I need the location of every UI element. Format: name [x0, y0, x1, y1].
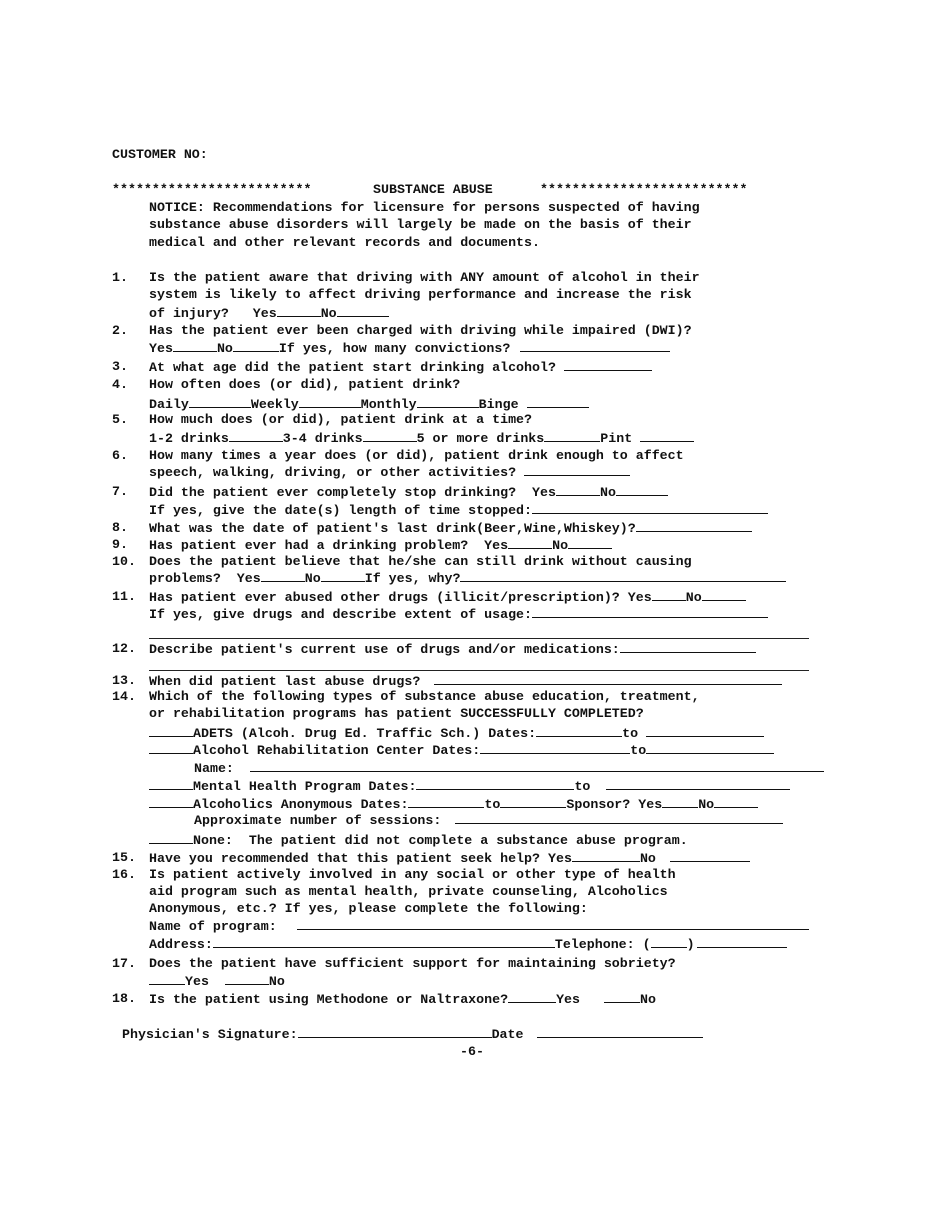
no-label: No — [685, 590, 702, 605]
q8-row — [149, 520, 752, 537]
to-label: to — [622, 726, 639, 741]
q15-no-blank[interactable] — [670, 850, 750, 862]
q1-answer-row — [149, 305, 389, 322]
q14-mhp-row — [149, 778, 790, 795]
adets-label: ADETS (Alcoh. Drug Ed. Traffic Sch.) Dates: — [193, 726, 537, 741]
q18-row — [149, 991, 656, 1008]
yes-label: Yes — [638, 797, 663, 812]
q14-sessions-row — [194, 812, 783, 829]
question-number: 18. — [112, 991, 136, 1006]
question-text: Is patient actively involved in any social or other type of health — [149, 867, 676, 882]
sessions-label: Approximate number of sessions: — [194, 813, 442, 828]
q11-row — [149, 589, 746, 606]
program-label: Name of program: — [149, 919, 277, 934]
paren-label: ) — [686, 937, 695, 952]
q5-opt3-blank[interactable] — [544, 430, 600, 442]
question-text: How many times a year does (or did), patient drink enough to affect — [149, 448, 684, 463]
q18-yes-blank[interactable] — [508, 991, 556, 1003]
question-number: 10. — [112, 554, 136, 569]
q7-dates-blank[interactable] — [532, 502, 768, 514]
q12-extra-line[interactable] — [149, 670, 809, 671]
q14-adets-check[interactable] — [149, 725, 193, 737]
q14-aa-to[interactable] — [500, 796, 566, 808]
question-text: Have you recommended that this patient seek help? — [149, 851, 540, 866]
address-label: Address: — [149, 937, 213, 952]
stars-right: ************************** — [540, 182, 748, 197]
notice-line: substance abuse disorders will largely be made on the basis of their — [149, 217, 692, 232]
q5-answer-row — [149, 430, 694, 447]
q7-row2 — [149, 502, 768, 519]
q14-sponsor-yes[interactable] — [662, 796, 698, 808]
binge-label: Binge — [478, 397, 519, 412]
question-text: If yes, give drugs and describe extent of usage: — [149, 607, 533, 622]
q7-no-blank[interactable] — [616, 484, 668, 496]
to-label: to — [630, 743, 647, 758]
q6-times-blank[interactable] — [524, 464, 630, 476]
question-text: problems? — [149, 571, 221, 586]
question-text: What was the date of patient's last drink(Beer,Wine,Whiskey)? — [149, 521, 636, 536]
question-number: 9. — [112, 537, 128, 552]
q17-no-blank[interactable] — [225, 973, 269, 985]
mhp-label: Mental Health Program Dates: — [193, 779, 417, 794]
to-label: to — [574, 779, 591, 794]
question-number: 12. — [112, 641, 136, 656]
q5-opt2-blank[interactable] — [363, 430, 417, 442]
q14-none-check[interactable] — [149, 832, 193, 844]
question-number: 7. — [112, 484, 128, 499]
no-label: No — [320, 306, 337, 321]
question-text: Anonymous, etc.? If yes, please complete the following: — [149, 901, 588, 916]
q2-ifyes-label: If yes, how many convictions? — [278, 341, 511, 356]
page-number: -6- — [460, 1044, 484, 1059]
question-text: Which of the following types of substance abuse education, treatment, — [149, 689, 700, 704]
q15-yes-blank[interactable] — [572, 850, 640, 862]
question-text: Describe patient's current use of drugs and/or medications: — [149, 642, 620, 657]
q6-row — [149, 464, 630, 481]
q11-usage-blank[interactable] — [532, 606, 768, 618]
q14-adets-row — [149, 725, 764, 742]
signature-row — [122, 1026, 703, 1043]
sponsor-label: Sponsor? — [566, 797, 631, 812]
yes-label: Yes — [547, 851, 572, 866]
date-label: Date — [491, 1027, 524, 1042]
q15-row — [149, 850, 750, 867]
question-text: Does the patient believe that he/she can still drink without causing — [149, 554, 692, 569]
q7-row — [149, 484, 668, 501]
q5-option-label: 1-2 drinks — [149, 431, 229, 446]
question-text: If yes, give the date(s) length of time stopped: — [149, 503, 533, 518]
q3-age-blank[interactable] — [564, 359, 652, 371]
daily-label: Daily — [149, 397, 189, 412]
yes-label: Yes — [556, 992, 581, 1007]
q9-no-blank[interactable] — [568, 537, 612, 549]
question-number: 2. — [112, 323, 128, 338]
question-number: 15. — [112, 850, 136, 865]
q18-no-blank[interactable] — [604, 991, 640, 1003]
no-label: No — [552, 538, 569, 553]
q12-use-blank[interactable] — [620, 641, 756, 653]
question-text: Does the patient have sufficient support for maintaining sobriety? — [149, 956, 676, 971]
q16-program-blank[interactable] — [297, 918, 809, 930]
no-label: No — [268, 974, 285, 989]
yes-label: Yes — [149, 341, 173, 356]
q14-arc-to[interactable] — [646, 742, 774, 754]
q4-binge-blank[interactable] — [527, 396, 589, 408]
question-text: When did patient last abuse drugs? — [149, 674, 421, 689]
q2-yes-blank[interactable] — [173, 340, 217, 352]
customer-no-label: CUSTOMER NO: — [112, 147, 208, 162]
question-number: 5. — [112, 412, 128, 427]
q14-aa-check[interactable] — [149, 796, 193, 808]
q9-row — [149, 537, 612, 554]
signature-label: Physician's Signature: — [122, 1027, 298, 1042]
q16-phone-blank[interactable] — [697, 936, 787, 948]
no-label: No — [599, 485, 616, 500]
q14-adets-to[interactable] — [646, 725, 764, 737]
telephone-label: Telephone: ( — [554, 937, 651, 952]
q5-opt4-blank[interactable] — [640, 430, 694, 442]
q5-opt1-blank[interactable] — [229, 430, 283, 442]
q14-arc-from[interactable] — [480, 742, 630, 754]
no-label: No — [304, 571, 321, 586]
q17-answer-row — [149, 973, 285, 990]
name-label: Name: — [194, 761, 234, 776]
question-text: system is likely to affect driving performance and increase the risk — [149, 287, 692, 302]
q10-yes-blank[interactable] — [261, 570, 305, 582]
q14-name-row — [194, 760, 824, 777]
q10-no-blank[interactable] — [321, 570, 365, 582]
q13-date-blank[interactable] — [434, 673, 782, 685]
question-number: 8. — [112, 520, 128, 535]
no-label: No — [639, 992, 656, 1007]
stars-left: ************************* — [112, 182, 312, 197]
yes-label: Yes — [627, 590, 652, 605]
yes-label: Yes — [236, 571, 261, 586]
signature-blank[interactable] — [298, 1026, 492, 1038]
q11-no-blank[interactable] — [702, 589, 746, 601]
question-number: 17. — [112, 956, 136, 971]
q14-arc-row — [149, 742, 774, 759]
yes-label: Yes — [532, 485, 556, 500]
question-text: At what age did the patient start drinking alcohol? — [149, 360, 556, 375]
q16-program-row — [149, 918, 809, 935]
q2-no-blank[interactable] — [233, 340, 279, 352]
q14-adets-from[interactable] — [536, 725, 622, 737]
q11-yes-blank[interactable] — [652, 589, 686, 601]
arc-label: Alcohol Rehabilitation Center Dates: — [193, 743, 481, 758]
question-text: Has patient ever abused other drugs (illicit/prescription)? — [149, 590, 620, 605]
question-number: 4. — [112, 377, 128, 392]
q11-extra-line[interactable] — [149, 638, 809, 639]
question-text: speech, walking, driving, or other activities? — [149, 465, 517, 480]
question-text: How often does (or did), patient drink? — [149, 377, 461, 392]
q9-yes-blank[interactable] — [508, 537, 552, 549]
q14-arc-check[interactable] — [149, 742, 193, 754]
question-text: or rehabilitation programs has patient SUCCESSFULLY COMPLETED? — [149, 706, 644, 721]
q12-row — [149, 641, 756, 658]
question-text: Is the patient using Methodone or Naltraxone? — [149, 992, 509, 1007]
question-text: Has patient ever had a drinking problem? — [149, 538, 469, 553]
yes-label: Yes — [252, 306, 277, 321]
q5-option-label: Pint — [600, 431, 633, 446]
notice-line: NOTICE: Recommendations for licensure for persons suspected of having — [149, 200, 700, 215]
none-label: None: The patient did not complete a substance abuse program. — [193, 833, 688, 848]
question-text: aid program such as mental health, private counseling, Alcoholics — [149, 884, 668, 899]
q16-area-code-blank[interactable] — [651, 936, 687, 948]
question-number: 13. — [112, 673, 136, 688]
question-text: How much does (or did), patient drink at a time? — [149, 412, 533, 427]
question-number: 14. — [112, 689, 136, 704]
question-text: Is the patient aware that driving with ANY amount of alcohol in their — [149, 270, 700, 285]
q13-row — [149, 673, 782, 690]
question-number: 1. — [112, 270, 128, 285]
q14-sessions-blank[interactable] — [455, 812, 783, 824]
q4-weekly-blank[interactable] — [299, 396, 361, 408]
q4-daily-blank[interactable] — [189, 396, 251, 408]
form-title: SUBSTANCE ABUSE — [373, 182, 493, 197]
question-number: 11. — [112, 589, 136, 604]
q14-mhp-check[interactable] — [149, 778, 193, 790]
no-label: No — [216, 341, 233, 356]
monthly-label: Monthly — [360, 397, 417, 412]
q14-name-blank[interactable] — [250, 760, 824, 772]
q10-ifyes-label: If yes, why? — [364, 571, 461, 586]
q16-address-row — [149, 936, 787, 953]
q16-address-blank[interactable] — [213, 936, 555, 948]
q14-aa-from[interactable] — [408, 796, 484, 808]
no-label: No — [698, 797, 715, 812]
to-label: to — [484, 797, 501, 812]
q14-mhp-from[interactable] — [416, 778, 574, 790]
no-label: No — [639, 851, 656, 866]
signature-date-blank[interactable] — [537, 1026, 703, 1038]
question-number: 3. — [112, 359, 128, 374]
question-number: 16. — [112, 867, 136, 882]
q11-row2 — [149, 606, 768, 623]
q3-row — [149, 359, 652, 376]
weekly-label: Weekly — [250, 397, 299, 412]
question-text: of injury? — [149, 306, 229, 321]
q2-convictions-blank[interactable] — [520, 340, 670, 352]
q2-answer-row — [149, 340, 670, 357]
yes-label: Yes — [185, 974, 209, 989]
q8-date-blank[interactable] — [636, 520, 752, 532]
question-number: 6. — [112, 448, 128, 463]
q1-yes-blank[interactable] — [277, 305, 321, 317]
q10-row — [149, 570, 786, 587]
q17-yes-blank[interactable] — [149, 973, 185, 985]
q14-aa-row — [149, 796, 758, 813]
notice-line: medical and other relevant records and documents. — [149, 235, 540, 250]
q14-sponsor-no[interactable] — [714, 796, 758, 808]
q4-answer-row — [149, 396, 589, 413]
q5-option-label: 5 or more drinks — [416, 431, 545, 446]
q5-option-label: 3-4 drinks — [282, 431, 363, 446]
q7-yes-blank[interactable] — [556, 484, 600, 496]
q14-none-row — [149, 832, 688, 849]
question-text: Did the patient ever completely stop drinking? — [149, 485, 517, 500]
yes-label: Yes — [484, 538, 509, 553]
q4-monthly-blank[interactable] — [417, 396, 479, 408]
aa-label: Alcoholics Anonymous Dates: — [193, 797, 409, 812]
q1-no-blank[interactable] — [337, 305, 389, 317]
q14-mhp-to[interactable] — [606, 778, 790, 790]
question-text: Has the patient ever been charged with driving while impaired (DWI)? — [149, 323, 692, 338]
q10-why-blank[interactable] — [460, 570, 786, 582]
